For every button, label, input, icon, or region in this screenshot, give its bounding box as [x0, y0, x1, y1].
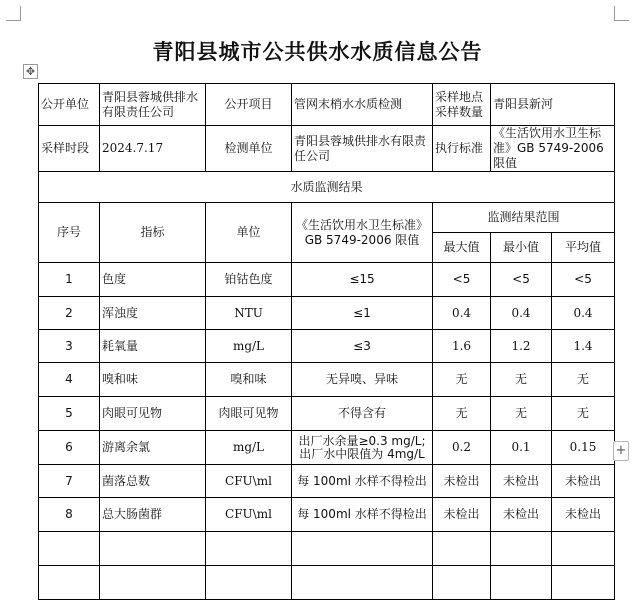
time-label: 采样时段: [39, 126, 100, 172]
empty-cell: [39, 532, 100, 566]
table-row: [39, 263, 615, 297]
publisher-value: 青阳县蓉城供排水有限责任公司: [100, 84, 206, 126]
table-row: [39, 465, 615, 498]
empty-cell: [100, 566, 206, 600]
header-row-1: [39, 203, 615, 233]
row-limit: ≤15: [292, 263, 433, 297]
row-unit: mg/L: [206, 330, 292, 363]
row-avg: <5: [552, 263, 615, 297]
row-max: 无: [433, 397, 491, 431]
water-quality-table: [38, 83, 615, 600]
empty-cell: [39, 566, 100, 600]
table-row: [39, 363, 615, 397]
lab-label: 检测单位: [206, 126, 292, 172]
row-no: 8: [39, 498, 100, 532]
row-min: 0.1: [491, 431, 552, 465]
row-unit: 铂钴色度: [206, 263, 292, 297]
publisher-label: 公开单位: [39, 84, 100, 126]
header-min: 最小值: [491, 233, 552, 263]
row-max: 0.2: [433, 431, 491, 465]
empty-cell: [491, 532, 552, 566]
page-title: 青阳县城市公共供水水质信息公告: [152, 40, 483, 64]
row-no: 6: [39, 431, 100, 465]
row-indicator: 耗氧量: [100, 330, 206, 363]
row-avg: 未检出: [552, 498, 615, 532]
empty-cell: [433, 566, 491, 600]
row-indicator: 色度: [100, 263, 206, 297]
standard-label: 执行标准: [433, 126, 491, 172]
row-unit: CFU\ml: [206, 465, 292, 498]
time-value: 2024.7.17: [100, 126, 206, 172]
standard-value: 《生活饮用水卫生标准》GB 5749-2006 限值: [491, 126, 615, 172]
empty-cell: [100, 532, 206, 566]
row-unit: NTU: [206, 297, 292, 330]
row-limit: 无异嗅、异味: [292, 363, 433, 397]
row-max: 无: [433, 363, 491, 397]
add-icon[interactable]: +: [613, 441, 629, 461]
row-no: 5: [39, 397, 100, 431]
row-max: 未检出: [433, 498, 491, 532]
item-value: 管网末梢水水质检测: [292, 84, 433, 126]
item-label: 公开项目: [206, 84, 292, 126]
row-limit: 每 100ml 水样不得检出: [292, 498, 433, 532]
row-min: <5: [491, 263, 552, 297]
table-row: [39, 397, 615, 431]
row-avg: 无: [552, 397, 615, 431]
row-min: 未检出: [491, 465, 552, 498]
row-limit: ≤1: [292, 297, 433, 330]
row-limit: 出厂水余量≥0.3 mg/L;出厂水中限值为 4mg/L: [292, 431, 433, 465]
row-unit: CFU\ml: [206, 498, 292, 532]
row-min: 未检出: [491, 498, 552, 532]
empty-cell: [206, 532, 292, 566]
row-limit: ≤3: [292, 330, 433, 363]
row-no: 2: [39, 297, 100, 330]
row-indicator: 嗅和味: [100, 363, 206, 397]
row-indicator: 浑浊度: [100, 297, 206, 330]
row-avg: 0.4: [552, 297, 615, 330]
info-row-1: [39, 84, 615, 126]
row-limit: 每 100ml 水样不得检出: [292, 465, 433, 498]
table-row: [39, 297, 615, 330]
empty-cell: [552, 532, 615, 566]
row-indicator: 菌落总数: [100, 465, 206, 498]
location-label: 采样地点采样数量: [433, 84, 491, 126]
row-no: 3: [39, 330, 100, 363]
header-no: 序号: [39, 203, 100, 263]
row-unit: 肉眼可见物: [206, 397, 292, 431]
empty-cell: [491, 566, 552, 600]
crop-mark-top-left: [6, 6, 21, 21]
header-limit: 《生活饮用水卫生标准》GB 5749-2006 限值: [292, 203, 433, 263]
section-title: 水质监测结果: [39, 172, 615, 203]
empty-cell: [433, 532, 491, 566]
empty-row: [39, 566, 615, 600]
crop-mark-top-right: [614, 6, 629, 21]
lab-value: 青阳县蓉城供排水有限责任公司: [292, 126, 433, 172]
row-avg: 0.15: [552, 431, 615, 465]
row-unit: mg/L: [206, 431, 292, 465]
table-row: [39, 330, 615, 363]
section-title-row: [39, 172, 615, 203]
empty-cell: [552, 566, 615, 600]
empty-cell: [206, 566, 292, 600]
table-row: [39, 498, 615, 532]
header-range: 监测结果范围: [433, 203, 615, 233]
row-avg: 未检出: [552, 465, 615, 498]
row-no: 1: [39, 263, 100, 297]
row-indicator: 游离余氯: [100, 431, 206, 465]
row-min: 1.2: [491, 330, 552, 363]
row-max: 1.6: [433, 330, 491, 363]
row-avg: 无: [552, 363, 615, 397]
row-unit: 嗅和味: [206, 363, 292, 397]
row-max: 未检出: [433, 465, 491, 498]
table-row: [39, 431, 615, 465]
empty-row: [39, 532, 615, 566]
move-icon[interactable]: ✥: [23, 64, 38, 79]
header-avg: 平均值: [552, 233, 615, 263]
row-min: 无: [491, 363, 552, 397]
row-indicator: 总大肠菌群: [100, 498, 206, 532]
empty-cell: [292, 532, 433, 566]
row-min: 0.4: [491, 297, 552, 330]
row-max: <5: [433, 263, 491, 297]
row-min: 无: [491, 397, 552, 431]
row-no: 7: [39, 465, 100, 498]
row-indicator: 肉眼可见物: [100, 397, 206, 431]
row-no: 4: [39, 363, 100, 397]
header-unit: 单位: [206, 203, 292, 263]
row-limit: 不得含有: [292, 397, 433, 431]
info-row-2: [39, 126, 615, 172]
location-value: 青阳县新河: [491, 84, 615, 126]
empty-cell: [292, 566, 433, 600]
row-avg: 1.4: [552, 330, 615, 363]
row-max: 0.4: [433, 297, 491, 330]
header-indicator: 指标: [100, 203, 206, 263]
header-max: 最大值: [433, 233, 491, 263]
